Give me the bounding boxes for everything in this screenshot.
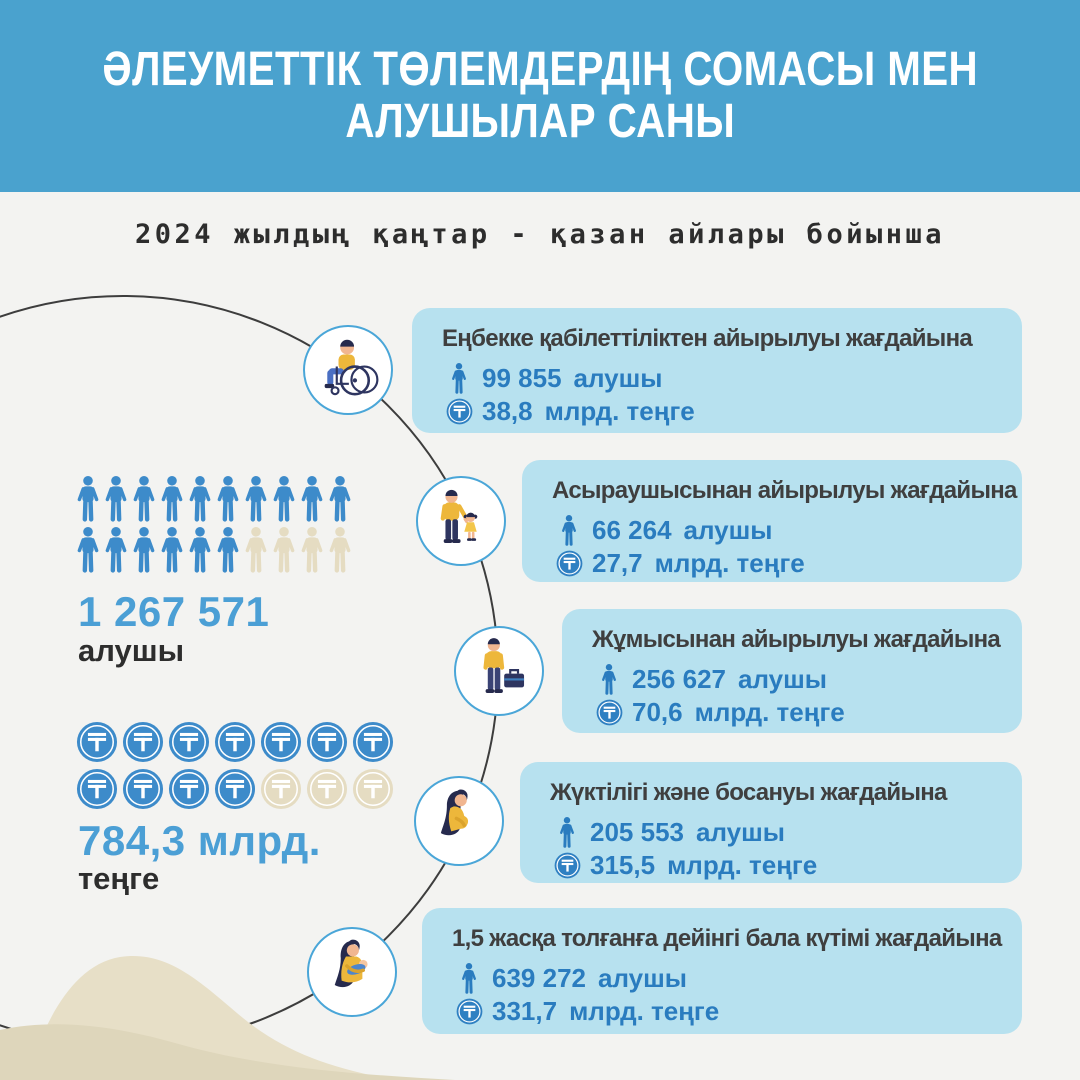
- person-pictogram-icon: [300, 527, 324, 573]
- person-pictogram-icon: [160, 476, 184, 522]
- card-loss-of-job: [562, 609, 1022, 733]
- job-seeker-icon: [461, 633, 537, 709]
- tenge-coin-pictogram-icon: [122, 768, 164, 810]
- badge-childcare: [307, 927, 397, 1017]
- amount-row: [592, 696, 998, 729]
- person-pictogram-icon: [104, 527, 128, 573]
- person-pictogram-icon: [272, 476, 296, 522]
- card-childcare: [422, 908, 1022, 1034]
- page-title: [102, 44, 978, 148]
- amount-row: [452, 995, 998, 1028]
- card-title: Асыраушысынан айырылуы жағдайына: [552, 477, 1017, 504]
- coins-pictogram-row: [76, 768, 394, 810]
- person-pictogram-icon: [76, 527, 100, 573]
- page-title-line1: ӘЛЕУМЕТТІК ТӨЛЕМДЕРДІҢ СОМАСЫ МЕН: [102, 43, 978, 96]
- person-icon: [550, 817, 584, 848]
- recipients-row: [592, 663, 998, 696]
- tenge-coin-pictogram-icon: [168, 768, 210, 810]
- tenge-coin-pictogram-icon: [76, 768, 118, 810]
- amount-value: 70,6: [632, 697, 683, 727]
- tenge-coin-pictogram-icon: [168, 721, 210, 763]
- amount-unit: млрд. теңге: [694, 697, 845, 727]
- tenge-coin-icon: [592, 699, 626, 726]
- tenge-coin-pictogram-icon: [214, 768, 256, 810]
- people-pictogram-row: [76, 527, 352, 573]
- recipients-row: [550, 816, 998, 849]
- amount-unit: млрд. теңге: [654, 548, 805, 578]
- page-title-line2: АЛУШЫЛАР САНЫ: [345, 95, 735, 148]
- amount-pictogram: [76, 721, 394, 810]
- coins-pictogram-row: [76, 721, 394, 763]
- tenge-coin-pictogram-icon: [214, 721, 256, 763]
- person-icon: [452, 963, 486, 994]
- card-disability: [412, 308, 1022, 433]
- parent-child-icon: [423, 483, 499, 559]
- amount-value: 27,7: [592, 548, 643, 578]
- recipients-unit: алушы: [597, 963, 687, 993]
- tenge-coin-pictogram-icon: [260, 721, 302, 763]
- recipients-value: 205 553: [590, 817, 684, 847]
- recipients-value: 99 855: [482, 363, 562, 393]
- total-amount-number: 784,3 млрд.: [78, 817, 321, 864]
- mother-baby-icon: [314, 934, 390, 1010]
- amount-unit: млрд. теңге: [544, 396, 695, 426]
- badge-loss-of-job: [454, 626, 544, 716]
- badge-pregnancy-birth: [414, 776, 504, 866]
- tenge-coin-icon: [552, 550, 586, 577]
- recipients-unit: алушы: [683, 515, 773, 545]
- person-pictogram-icon: [76, 476, 100, 522]
- recipients-value: 256 627: [632, 664, 726, 694]
- recipients-unit: алушы: [695, 817, 785, 847]
- card-title: Жүктілігі және босануы жағдайына: [550, 779, 947, 806]
- tenge-coin-pictogram-icon: [122, 721, 164, 763]
- tenge-coin-icon: [550, 852, 584, 879]
- person-pictogram-icon: [244, 527, 268, 573]
- person-icon: [592, 664, 626, 695]
- amount-unit: млрд. теңге: [569, 996, 720, 1026]
- tenge-coin-pictogram-icon: [306, 768, 348, 810]
- tenge-coin-pictogram-icon: [306, 721, 348, 763]
- recipients-unit: алушы: [737, 664, 827, 694]
- person-pictogram-icon: [132, 527, 156, 573]
- person-pictogram-icon: [328, 527, 352, 573]
- amount-value: 315,5: [590, 850, 656, 880]
- badge-loss-of-breadwinner: [416, 476, 506, 566]
- total-amount-label: теңге: [78, 861, 160, 896]
- total-recipients-label: алушы: [78, 633, 185, 668]
- person-pictogram-icon: [104, 476, 128, 522]
- amount-row: [552, 547, 998, 580]
- recipients-row: [452, 962, 998, 995]
- recipients-row: [442, 362, 998, 395]
- header: [0, 0, 1080, 192]
- card-title: 1,5 жасқа толғанға дейінгі бала күтімі жағдайына: [452, 925, 1002, 952]
- person-pictogram-icon: [132, 476, 156, 522]
- amount-row: [442, 395, 998, 428]
- amount-value: 38,8: [482, 396, 533, 426]
- badge-disability: [303, 325, 393, 415]
- people-pictogram-row: [76, 476, 352, 522]
- person-icon: [442, 363, 476, 394]
- person-pictogram-icon: [188, 476, 212, 522]
- amount-value: 331,7: [492, 996, 558, 1026]
- tenge-coin-icon: [442, 398, 476, 425]
- person-icon: [552, 515, 586, 546]
- recipients-row: [552, 514, 998, 547]
- card-title: Жұмысынан айырылуы жағдайына: [592, 626, 1001, 653]
- tenge-coin-pictogram-icon: [260, 768, 302, 810]
- person-pictogram-icon: [216, 527, 240, 573]
- recipients-value: 639 272: [492, 963, 586, 993]
- recipients-value: 66 264: [592, 515, 672, 545]
- recipients-pictogram: [76, 476, 352, 573]
- tenge-coin-pictogram-icon: [76, 721, 118, 763]
- amount-unit: млрд. теңге: [667, 850, 818, 880]
- person-pictogram-icon: [216, 476, 240, 522]
- pregnant-woman-icon: [421, 783, 497, 859]
- card-loss-of-breadwinner: [522, 460, 1022, 582]
- tenge-coin-pictogram-icon: [352, 768, 394, 810]
- tenge-coin-pictogram-icon: [352, 721, 394, 763]
- total-recipients-number: 1 267 571: [78, 588, 270, 635]
- tenge-coin-icon: [452, 998, 486, 1025]
- person-pictogram-icon: [188, 527, 212, 573]
- period-subtitle: 2024 жылдың қаңтар - қазан айлары бойынша: [135, 219, 945, 250]
- person-pictogram-icon: [300, 476, 324, 522]
- recipients-unit: алушы: [573, 363, 663, 393]
- card-title: Еңбекке қабілеттіліктен айырылуы жағдайына: [442, 325, 973, 352]
- person-pictogram-icon: [328, 476, 352, 522]
- amount-row: [550, 849, 998, 882]
- card-pregnancy-birth: [520, 762, 1022, 883]
- wheelchair-person-icon: [310, 332, 386, 408]
- person-pictogram-icon: [272, 527, 296, 573]
- person-pictogram-icon: [244, 476, 268, 522]
- person-pictogram-icon: [160, 527, 184, 573]
